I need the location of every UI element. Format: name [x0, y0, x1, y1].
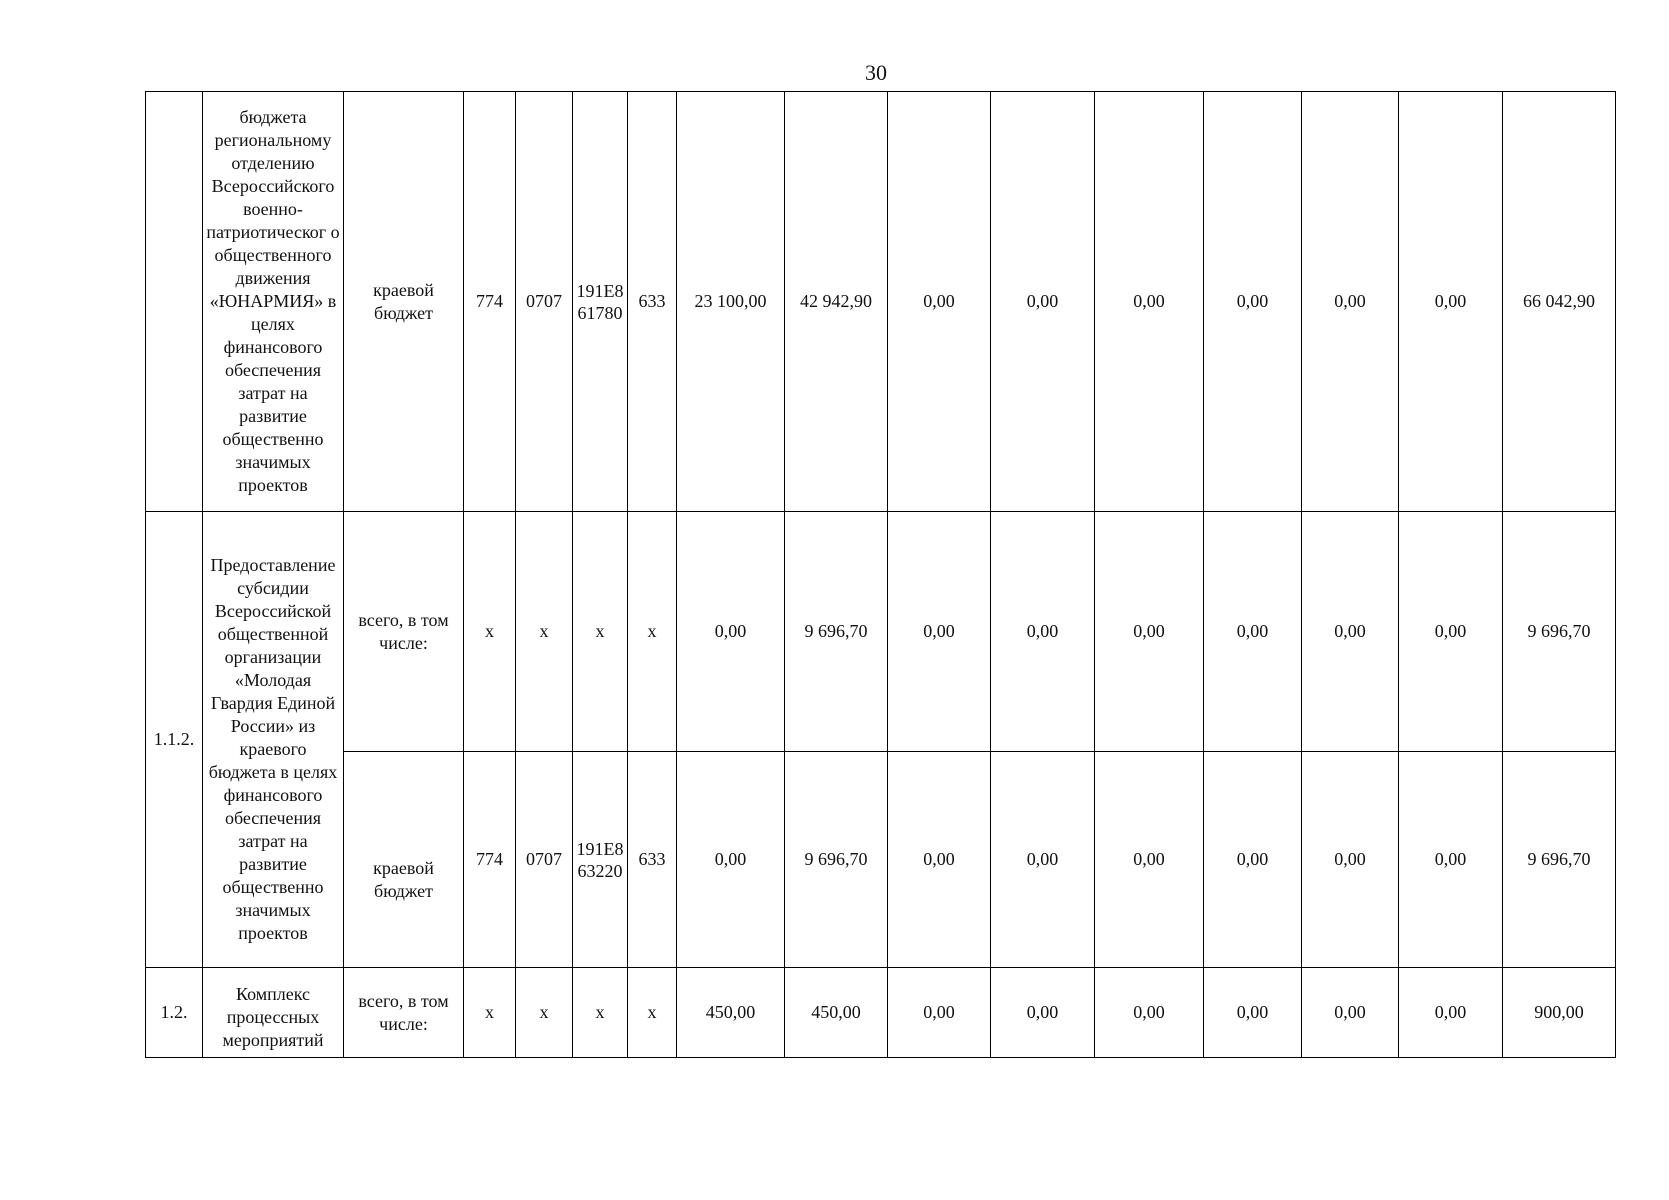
value-cell: 0,00 [1095, 752, 1204, 968]
vr-cell: 633 [628, 92, 677, 512]
table-row [146, 968, 1616, 1058]
value-cell: 0,00 [677, 752, 785, 968]
value-cell: 450,00 [785, 968, 888, 1058]
funding-source-cell: всего, в том числе: [344, 512, 464, 752]
value-cell: 0,00 [677, 512, 785, 752]
budget-table [145, 91, 1616, 1058]
value-cell: 0,00 [1204, 92, 1302, 512]
value-cell: 23 100,00 [677, 92, 785, 512]
value-cell: 0,00 [991, 512, 1095, 752]
value-cell: 0,00 [1204, 752, 1302, 968]
table-row [146, 752, 1616, 968]
description-cell: Предоставление субсидии Всероссийской общественной организации «Молодая Гвардия Единой России» из краевого бюджета в целях финансового обеспечения затрат на развитие общественно значимых проектов [203, 512, 344, 968]
value-cell: 0,00 [1095, 968, 1204, 1058]
value-cell: 0,00 [1302, 752, 1399, 968]
funding-source-cell: краевой бюджет [344, 752, 464, 968]
value-cell: 0,00 [1399, 92, 1503, 512]
grbs-cell: х [464, 512, 516, 752]
description-cell: бюджета региональному отделению Всероссийского военно-патриотическог о общественного движения «ЮНАРМИЯ» в целях финансового обеспечения затрат на развитие общественно значимых проектов [203, 92, 344, 512]
value-cell: 0,00 [1399, 512, 1503, 752]
value-cell: 0,00 [1095, 92, 1204, 512]
value-cell: 0,00 [888, 968, 991, 1058]
vr-cell: 633 [628, 752, 677, 968]
page-number: 30 [865, 60, 887, 85]
vr-cell: х [628, 968, 677, 1058]
rzpr-cell: х [516, 968, 573, 1058]
row-id-cell: 1.2. [146, 968, 203, 1058]
value-cell: 0,00 [1302, 92, 1399, 512]
value-cell: 0,00 [1399, 752, 1503, 968]
value-cell: 9 696,70 [785, 752, 888, 968]
grbs-cell: 774 [464, 752, 516, 968]
value-cell: 0,00 [1302, 512, 1399, 752]
table-row [146, 512, 1616, 752]
rzpr-cell: х [516, 512, 573, 752]
rzpr-cell: 0707 [516, 752, 573, 968]
csr-cell: х [573, 512, 628, 752]
total-cell: 9 696,70 [1503, 512, 1616, 752]
csr-cell: 191Е8 63220 [573, 752, 628, 968]
rzpr-cell: 0707 [516, 92, 573, 512]
grbs-cell: х [464, 968, 516, 1058]
value-cell: 450,00 [677, 968, 785, 1058]
value-cell: 0,00 [1302, 968, 1399, 1058]
value-cell: 0,00 [991, 752, 1095, 968]
csr-cell: 191Е8 61780 [573, 92, 628, 512]
row-id-cell [146, 92, 203, 512]
value-cell: 0,00 [888, 92, 991, 512]
value-cell: 9 696,70 [785, 512, 888, 752]
grbs-cell: 774 [464, 92, 516, 512]
value-cell: 42 942,90 [785, 92, 888, 512]
total-cell: 900,00 [1503, 968, 1616, 1058]
vr-cell: х [628, 512, 677, 752]
description-cell: Комплекс процессных мероприятий [203, 968, 344, 1058]
value-cell: 0,00 [888, 752, 991, 968]
total-cell: 66 042,90 [1503, 92, 1616, 512]
value-cell: 0,00 [1399, 968, 1503, 1058]
value-cell: 0,00 [1204, 512, 1302, 752]
value-cell: 0,00 [1204, 968, 1302, 1058]
value-cell: 0,00 [1095, 512, 1204, 752]
row-id-cell: 1.1.2. [146, 512, 203, 968]
value-cell: 0,00 [991, 92, 1095, 512]
value-cell: 0,00 [991, 968, 1095, 1058]
value-cell: 0,00 [888, 512, 991, 752]
csr-cell: х [573, 968, 628, 1058]
funding-source-cell: всего, в том числе: [344, 968, 464, 1058]
table-row [146, 92, 1616, 512]
funding-source-cell: краевой бюджет [344, 92, 464, 512]
total-cell: 9 696,70 [1503, 752, 1616, 968]
